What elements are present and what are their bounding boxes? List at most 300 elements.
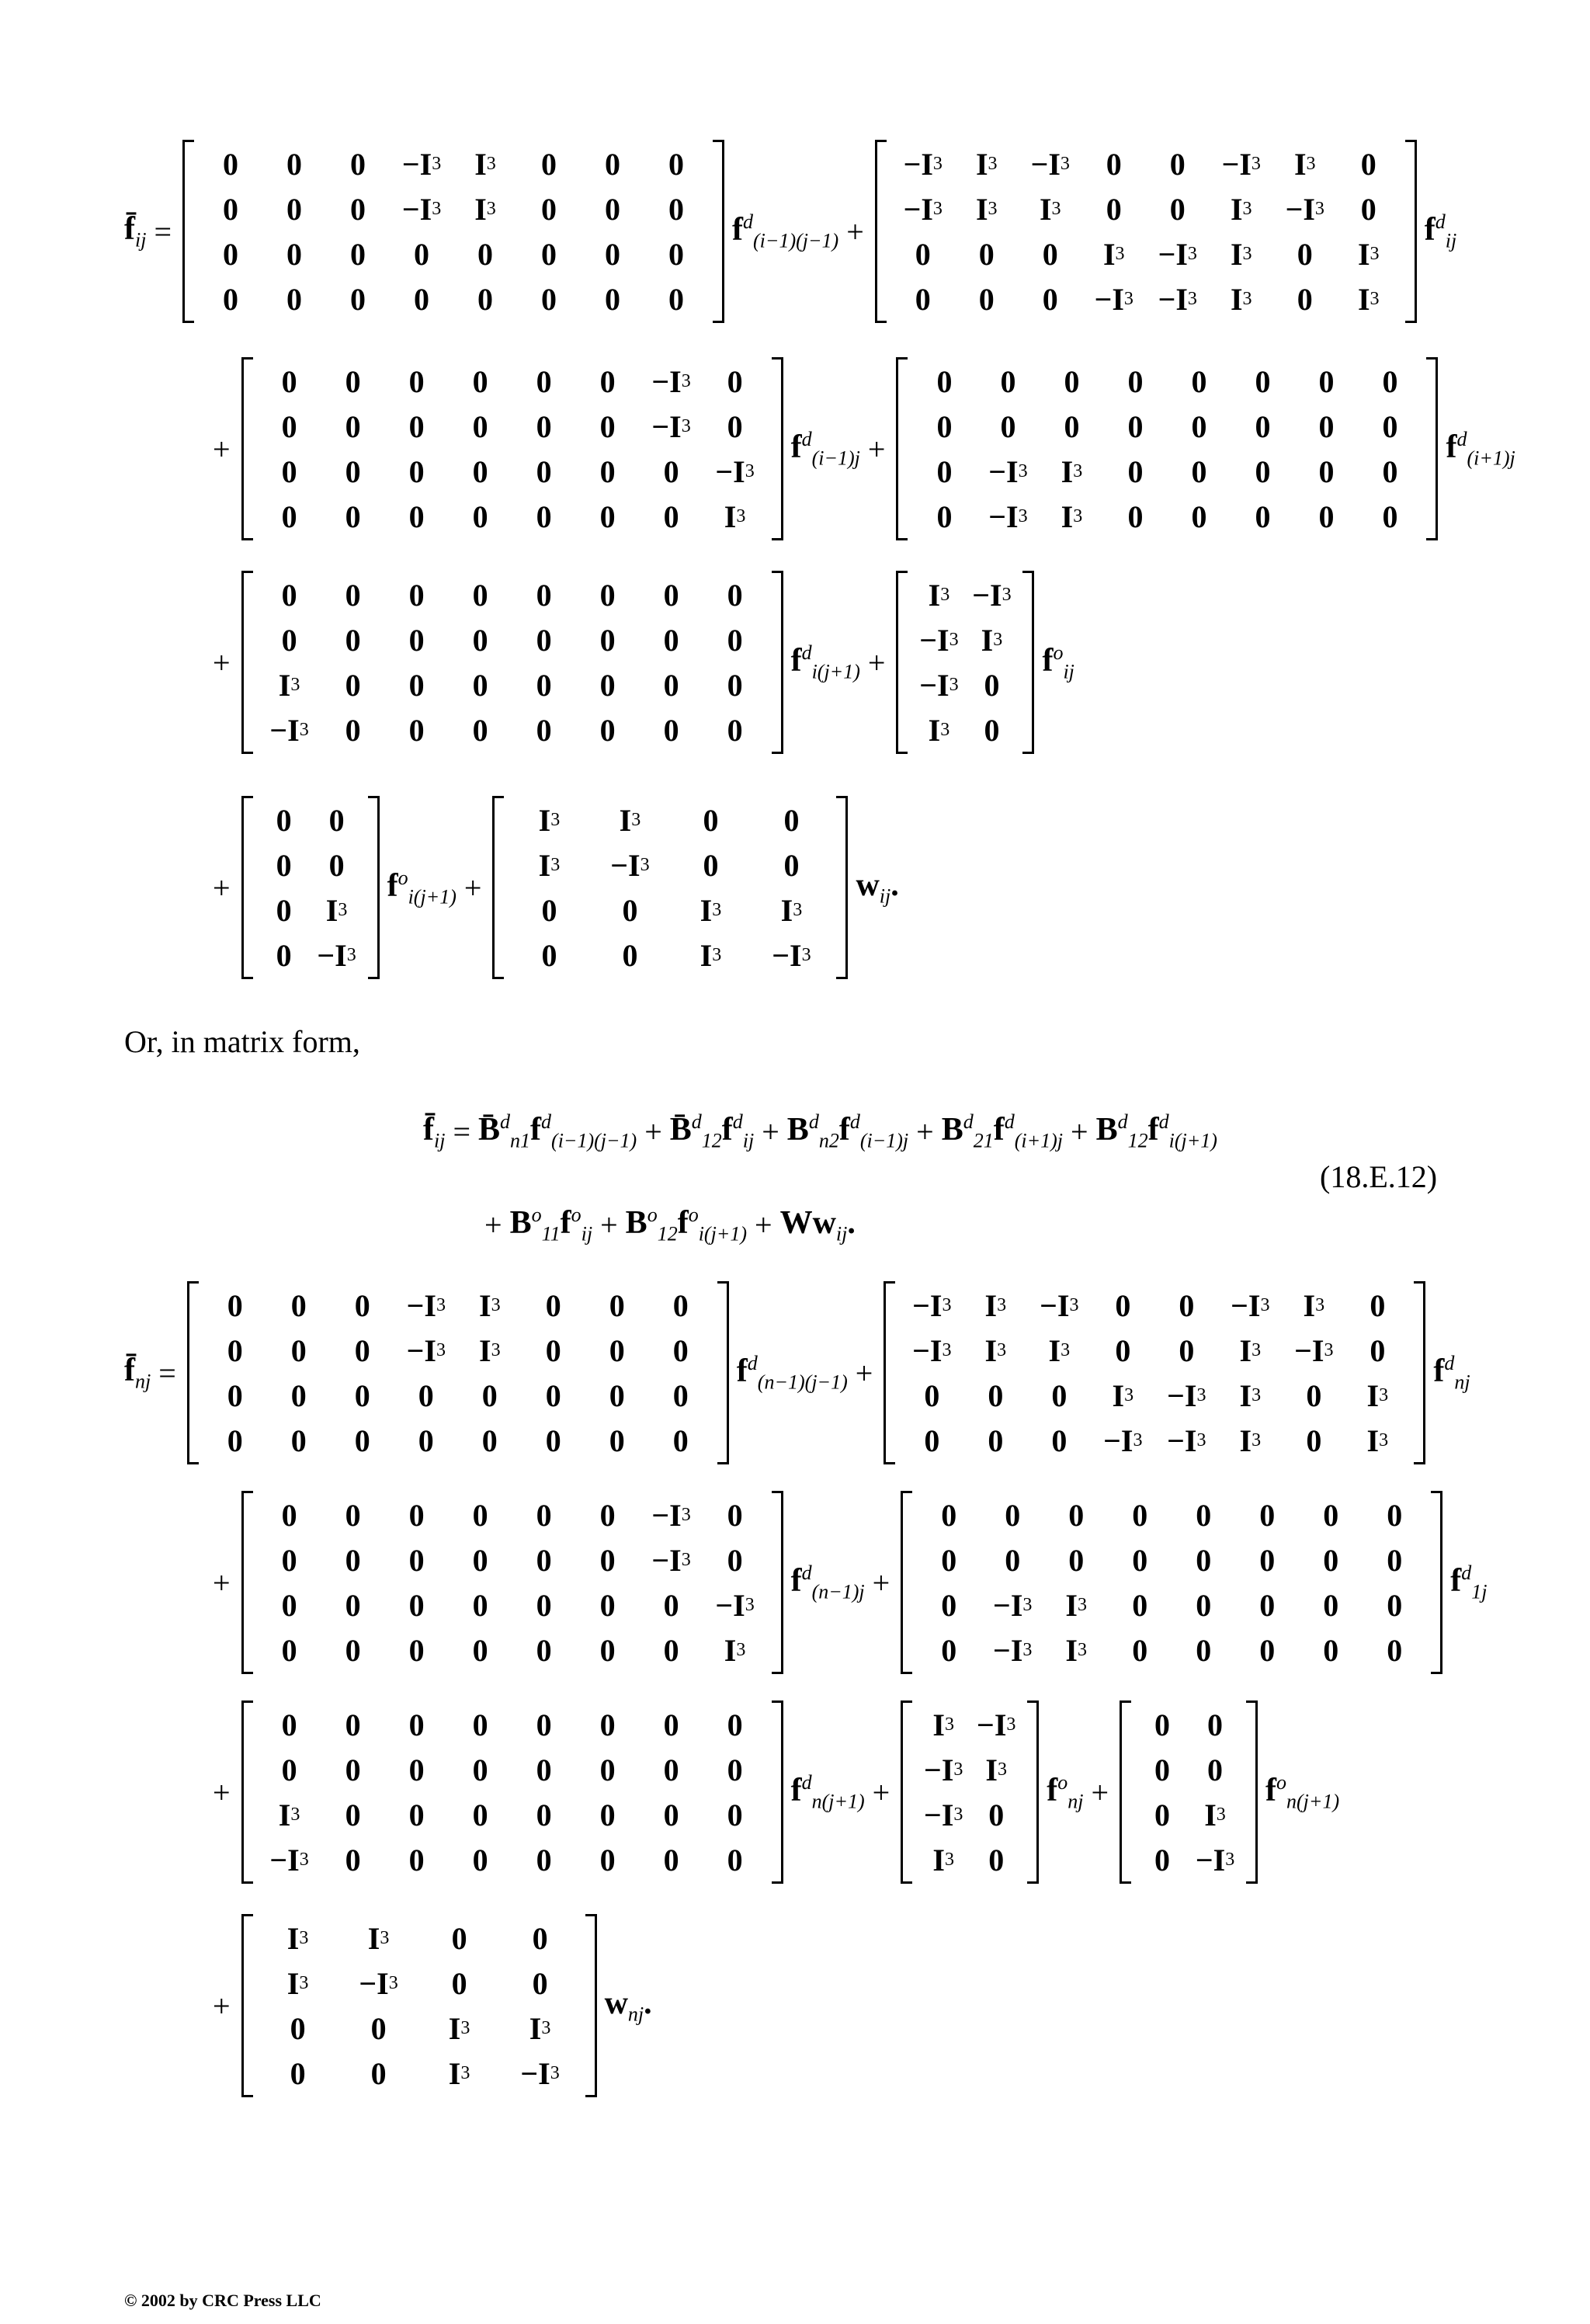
matrix-cell: I 3 [1366,1423,1389,1458]
matrix-cell: I 3 [538,802,561,838]
matrix-cell: 0 [223,281,239,317]
matrix-cell: 0 [663,712,679,748]
matrix-cell: 0 [1051,1377,1068,1413]
matrix-cell: 0 [545,1423,561,1458]
matrix-cell: 0 [988,1842,1005,1878]
matrix-cell: I 3 [1061,453,1083,489]
matrix-cell: 0 [1000,363,1016,399]
f-d-nm1-jm1: $f^d_{(n-1)(j-1)}$ [736,1351,848,1394]
matrix-cell: 0 [281,1707,297,1742]
matrix-cell: 0 [599,1542,616,1578]
matrix-cell: −I 3 [924,1797,963,1832]
matrix-cell: 0 [941,1632,957,1668]
matrix-cell: 0 [1297,236,1313,272]
matrix-C7 [1120,1700,1258,1884]
matrix-cell: −I 3 [317,937,356,973]
matrix-cell: 0 [536,1497,552,1533]
matrix-cell: 0 [1132,1587,1148,1623]
matrix-cell: 0 [328,847,345,883]
matrix-cell: 0 [541,281,557,317]
matrix-cell: 0 [408,1707,425,1742]
matrix-cell: 0 [1306,1377,1322,1413]
matrix-cell: 0 [1115,1332,1131,1368]
matrix-cell: 0 [536,408,552,444]
matrix-cell: 0 [924,1423,940,1458]
plus-sign: + [846,214,864,249]
matrix-cell: 0 [290,1287,307,1323]
matrix-cell: 0 [668,281,685,317]
equation-ij-row1 [124,140,1456,323]
matrix-cell: −I 3 [1294,1332,1334,1368]
matrix-cell: 0 [408,363,425,399]
matrix-cell: 0 [1259,1542,1276,1578]
matrix-cell: 0 [281,577,297,613]
matrix-cell: 0 [663,1707,679,1742]
matrix-cell: −I 3 [1030,146,1070,182]
matrix-cell: I 3 [975,191,998,227]
matrix-A2 [875,140,1417,323]
matrix-cell: 0 [1370,1287,1386,1323]
matrix-cell: 0 [609,1423,625,1458]
matrix-cell: 0 [1127,498,1144,534]
matrix-cell: 0 [227,1377,243,1413]
matrix-cell: I 3 [984,1287,1007,1323]
matrix-cell: I 3 [724,498,746,534]
matrix-cell: 0 [345,1542,361,1578]
matrix-cell: 0 [281,498,297,534]
matrix-cell: 0 [1132,1497,1148,1533]
matrix-cell: 0 [978,236,995,272]
matrix-C3 [241,1491,783,1674]
matrix-cell: I 3 [928,577,950,613]
matrix-cell: 0 [350,191,366,227]
matrix-cell: 0 [1042,281,1058,317]
matrix-cell: 0 [1297,281,1313,317]
matrix-cell: 0 [1255,498,1271,534]
matrix-cell: 0 [408,577,425,613]
matrix-cell: 0 [536,1752,552,1787]
matrix-cell: 0 [599,712,616,748]
matrix-cell: 0 [727,1842,743,1878]
matrix-cell: 0 [350,146,366,182]
matrix-cell: 0 [599,667,616,703]
matrix-cell: 0 [541,146,557,182]
matrix-cell: 0 [663,1797,679,1832]
matrix-cell: 0 [1255,363,1271,399]
matrix-cell: I 3 [367,1920,390,1956]
matrix-cell: 0 [727,622,743,658]
matrix-cell: 0 [345,498,361,534]
matrix-cell: 0 [472,1497,488,1533]
matrix-cell: 0 [472,1842,488,1878]
matrix-cell: 0 [1387,1632,1403,1668]
matrix-cell: 0 [1179,1287,1195,1323]
matrix-cell: −I 3 [1221,146,1261,182]
matrix-cell: 0 [605,191,621,227]
equation-number: (18.E.12) [1320,1159,1438,1194]
matrix-cell: −I 3 [993,1587,1033,1623]
matrix-cell: 0 [481,1423,498,1458]
matrix-cell: I 3 [1039,191,1061,227]
matrix-cell: −I 3 [406,1287,446,1323]
matrix-cell: I 3 [474,191,496,227]
f-d-nj: $f^d_{nj}$ [1433,1351,1470,1394]
matrix-cell: 0 [472,1587,488,1623]
matrix-cell: 0 [472,1797,488,1832]
matrix-cell: I 3 [278,667,300,703]
matrix-cell: 0 [1382,363,1398,399]
matrix-cell: 0 [609,1377,625,1413]
matrix-cell: 0 [1154,1797,1171,1832]
matrix-cell: 0 [663,1752,679,1787]
matrix-cell: I 3 [1065,1632,1087,1668]
matrix-cell: 0 [599,453,616,489]
matrix-cell: 0 [663,622,679,658]
matrix-cell: 0 [663,453,679,489]
matrix-cell: 0 [668,236,685,272]
matrix-cell: 0 [536,712,552,748]
matrix-cell: 0 [281,453,297,489]
matrix-cell: 0 [605,281,621,317]
matrix-cell: 0 [1318,363,1335,399]
matrix-cell: 0 [345,622,361,658]
matrix-cell: I 3 [932,1842,954,1878]
matrix-cell: 0 [541,191,557,227]
matrix-cell: 0 [408,453,425,489]
matrix-cell: 0 [1259,1632,1276,1668]
matrix-cell: 0 [286,191,303,227]
matrix-cell: 0 [1115,1287,1131,1323]
matrix-cell: I 3 [700,892,722,928]
matrix-cell: 0 [915,236,931,272]
matrix-cell: 0 [481,1377,498,1413]
matrix-cell: 0 [532,1920,548,1956]
matrix-cell: −I 3 [269,1842,309,1878]
matrix-cell: 0 [936,363,953,399]
matrix-cell: I 3 [1112,1377,1134,1413]
matrix-cell: 0 [418,1377,434,1413]
matrix-cell: I 3 [1230,236,1252,272]
matrix-cell: I 3 [981,622,1003,658]
matrix-cell: I 3 [325,892,348,928]
matrix-cell: 0 [276,802,292,838]
matrix-cell: 0 [418,1423,434,1458]
matrix-cell: 0 [663,1587,679,1623]
matrix-cell: I 3 [1357,281,1380,317]
matrix-cell: 0 [1259,1497,1276,1533]
matrix-cell: I 3 [448,2010,470,2046]
matrix-cell: 0 [1259,1587,1276,1623]
matrix-cell: I 3 [529,2010,551,2046]
f-d-ip1-j: $f^d_{(i+1)j}$ [1446,427,1515,470]
matrix-cell: 0 [276,847,292,883]
matrix-cell: 0 [536,667,552,703]
matrix-cell: 0 [290,1377,307,1413]
matrix-form-line2: + $B^o_{11}f^o_{ij}$ + $B^o_{12}f^o_{i(j+1)}$ + $Ww_{ij}$. [484,1204,856,1245]
matrix-cell: 0 [978,281,995,317]
matrix-cell: 0 [286,146,303,182]
matrix-C4 [901,1491,1442,1674]
matrix-cell: 0 [536,453,552,489]
matrix-cell: 0 [1179,1332,1195,1368]
matrix-A3 [241,357,783,540]
matrix-cell: 0 [1154,1707,1171,1742]
matrix-cell: 0 [472,1632,488,1668]
matrix-cell: 0 [414,281,430,317]
matrix-cell: 0 [1323,1497,1339,1533]
matrix-cell: 0 [672,1287,689,1323]
matrix-C5 [241,1700,783,1884]
matrix-A8 [492,796,848,979]
matrix-cell: I 3 [448,2055,470,2091]
matrix-cell: I 3 [928,712,950,748]
matrix-cell: 0 [370,2055,387,2091]
matrix-cell: 0 [1306,1423,1322,1458]
matrix-cell: I 3 [278,1797,300,1832]
matrix-cell: 0 [599,622,616,658]
matrix-cell: 0 [545,1287,561,1323]
matrix-C2 [884,1281,1425,1464]
matrix-cell: 0 [663,577,679,613]
matrix-cell: 0 [536,498,552,534]
matrix-cell: 0 [536,577,552,613]
matrix-cell: 0 [536,1797,552,1832]
matrix-cell: −I 3 [269,712,309,748]
matrix-cell: 0 [345,1587,361,1623]
matrix-cell: 0 [1068,1497,1085,1533]
matrix-cell: I 3 [975,146,998,182]
matrix-cell: 0 [1000,408,1016,444]
matrix-cell: 0 [472,712,488,748]
matrix-cell: 0 [286,281,303,317]
matrix-cell: −I 3 [993,1632,1033,1668]
matrix-cell: 0 [941,1587,957,1623]
matrix-cell: 0 [605,146,621,182]
matrix-cell: 0 [281,363,297,399]
matrix-cell: 0 [472,622,488,658]
matrix-cell: −I 3 [1285,191,1324,227]
matrix-cell: −I 3 [1195,1842,1235,1878]
matrix-cell: 0 [1106,146,1122,182]
matrix-cell: 0 [290,1423,307,1458]
matrix-cell: 0 [988,1423,1004,1458]
f-d-im1-jm1: $f^d_{(i-1)(j-1)}$ [732,210,839,252]
matrix-cell: 0 [915,281,931,317]
matrix-cell: 0 [1169,191,1186,227]
matrix-cell: 0 [984,712,1000,748]
f-d-i-jp1: $f^d_{i(j+1)}$ [790,641,860,683]
matrix-cell: 0 [477,236,494,272]
matrix-cell: 0 [727,1752,743,1787]
matrix-cell: 0 [1255,453,1271,489]
f-o-i-jp1: $f^o_{i(j+1)}$ [387,866,457,908]
matrix-cell: 0 [1005,1542,1021,1578]
matrix-cell: 0 [1127,453,1144,489]
matrix-cell: 0 [1169,146,1186,182]
matrix-cell: 0 [703,847,719,883]
matrix-cell: I 3 [932,1707,954,1742]
matrix-cell: 0 [599,408,616,444]
matrix-cell: −I 3 [651,408,691,444]
matrix-cell: 0 [223,236,239,272]
f-o-ij: $f^o_{ij}$ [1042,641,1074,683]
w-ij: $w_{ij}$. [856,867,899,908]
matrix-cell: 0 [1382,498,1398,534]
matrix-cell: 0 [408,498,425,534]
matrix-cell: I 3 [1366,1377,1389,1413]
matrix-cell: 0 [1191,498,1207,534]
matrix-cell: I 3 [1239,1423,1262,1458]
matrix-cell: −I 3 [401,191,442,227]
matrix-cell: 0 [472,1752,488,1787]
matrix-cell: 0 [414,236,430,272]
matrix-cell: 0 [350,236,366,272]
matrix-C8 [241,1914,597,2097]
copyright: © 2002 by CRC Press LLC [124,2291,321,2310]
matrix-cell: 0 [924,1377,940,1413]
matrix-cell: 0 [1127,363,1144,399]
matrix-cell: 0 [783,802,800,838]
matrix-cell: 0 [536,622,552,658]
matrix-cell: 0 [1360,191,1376,227]
matrix-cell: −I 3 [715,1587,755,1623]
matrix-cell: 0 [227,1287,243,1323]
matrix-cell: 0 [605,236,621,272]
matrix-cell: I 3 [286,1965,309,2001]
matrix-cell: 0 [541,892,557,928]
matrix-cell: 0 [599,1497,616,1533]
matrix-cell: 0 [472,408,488,444]
matrix-cell: 0 [672,1423,689,1458]
matrix-cell: 0 [668,146,685,182]
matrix-cell: 0 [472,363,488,399]
matrix-cell: 0 [599,363,616,399]
matrix-cell: 0 [541,236,557,272]
matrix-cell: 0 [1132,1632,1148,1668]
matrix-cell: 0 [281,1497,297,1533]
f-o-nj: $f^o_{nj}$ [1047,1770,1084,1813]
matrix-cell: 0 [1318,408,1335,444]
matrix-cell: 0 [472,498,488,534]
matrix-cell: −I 3 [406,1332,446,1368]
matrix-cell: 0 [276,892,292,928]
matrix-cell: −I 3 [651,1542,691,1578]
matrix-cell: −I 3 [977,1707,1016,1742]
matrix-cell: 0 [472,453,488,489]
matrix-cell: 0 [599,498,616,534]
matrix-cell: −I 3 [988,453,1028,489]
matrix-cell: I 3 [700,937,722,973]
matrix-cell: 0 [663,498,679,534]
matrix-cell: 0 [345,667,361,703]
matrix-cell: 0 [408,622,425,658]
matrix-cell: 0 [408,1542,425,1578]
matrix-cell: 0 [727,1542,743,1578]
matrix-cell: 0 [1323,1542,1339,1578]
matrix-cell: 0 [663,667,679,703]
matrix-cell: 0 [451,1965,467,2001]
matrix-cell: 0 [1064,408,1080,444]
matrix-C6 [901,1700,1039,1884]
matrix-cell: 0 [1127,408,1144,444]
matrix-cell: 0 [1068,1542,1085,1578]
matrix-cell: 0 [281,408,297,444]
matrix-cell: 0 [408,1497,425,1533]
matrix-cell: −I 3 [988,498,1028,534]
matrix-cell: 0 [936,498,953,534]
matrix-cell: 0 [345,712,361,748]
lhs-f-bar-ij: $f̄_{ij}$ [124,211,147,252]
equation-nj-row4: + I 3 I 3 0 0 I 3 −I 3 0 0 0 0 I 3 I 3 0 0 I 3 −I 3 $w_{nj}$. [210,1914,652,2097]
equals-sign: = [154,214,172,249]
matrix-cell: 0 [936,408,953,444]
matrix-cell: I 3 [1065,1587,1087,1623]
equation-ij-row4: + 0 0 0 0 0 I 3 0 −I 3 $f^o_{i(j+1)}$ + I 3 I 3 0 0 I 3 −I 3 0 0 0 0 I 3 I 3 0 0 I 3 −I 3 $w_{ij}$. [210,796,899,979]
matrix-cell: −I 3 [1158,281,1197,317]
matrix-cell: 0 [354,1377,370,1413]
matrix-cell: 0 [1106,191,1122,227]
matrix-cell: I 3 [1102,236,1125,272]
matrix-cell: 0 [663,1632,679,1668]
matrix-cell: 0 [345,1752,361,1787]
matrix-cell: 0 [599,1587,616,1623]
matrix-cell: 0 [350,281,366,317]
matrix-cell: I 3 [1357,236,1380,272]
matrix-cell: 0 [472,577,488,613]
matrix-cell: −I 3 [912,1287,952,1323]
matrix-cell: I 3 [474,146,496,182]
matrix-A4 [896,357,1438,540]
matrix-cell: 0 [1196,1587,1212,1623]
matrix-cell: 0 [227,1423,243,1458]
matrix-cell: 0 [599,1707,616,1742]
matrix-cell: I 3 [1303,1287,1325,1323]
matrix-cell: 0 [1323,1632,1339,1668]
matrix-cell: −I 3 [772,937,811,973]
matrix-cell: I 3 [479,1287,501,1323]
f-d-nm1-j: $f^d_{(n-1)j}$ [790,1561,865,1603]
text-or-in-matrix-form: Or, in matrix form, [124,1024,360,1059]
matrix-cell: 0 [345,1842,361,1878]
matrix-cell: 0 [536,1842,552,1878]
matrix-cell: 0 [290,2010,306,2046]
matrix-cell: 0 [609,1287,625,1323]
matrix-cell: 0 [622,892,638,928]
matrix-cell: 0 [936,453,953,489]
matrix-cell: 0 [281,1752,297,1787]
f-d-ij: $f^d_{ij}$ [1424,210,1457,252]
matrix-cell: 0 [545,1377,561,1413]
matrix-cell: 0 [1360,146,1376,182]
matrix-cell: 0 [408,1752,425,1787]
matrix-cell: 0 [1196,1542,1212,1578]
matrix-cell: −I 3 [919,667,959,703]
matrix-cell: 0 [451,1920,467,1956]
equation-nj-row3: + 0 0 0 0 0 0 0 0 0 0 0 0 0 0 0 0 I 3 0 0 0 0 0 0 0 −I 3 0 0 0 0 0 0 0 $f^d_{n(j+1)}$ + I 3 −I 3 −I 3 I 3 −I 3 0 I 3 0 $f^o_{nj}$ + 0 0 0 0 0 I 3 0 −I 3 $f^o_{n(j+1)}$ [210,1700,1339,1884]
matrix-cell: 0 [1387,1542,1403,1578]
matrix-cell: 0 [227,1332,243,1368]
matrix-cell: 0 [408,1587,425,1623]
matrix-cell: 0 [472,667,488,703]
matrix-cell: 0 [536,1542,552,1578]
matrix-cell: −I 3 [919,622,959,658]
matrix-A7 [241,796,380,979]
matrix-cell: −I 3 [924,1752,963,1787]
matrix-cell: −I 3 [1103,1423,1143,1458]
matrix-cell: I 3 [1230,281,1252,317]
matrix-cell: 0 [941,1497,957,1533]
matrix-cell: 0 [1323,1587,1339,1623]
